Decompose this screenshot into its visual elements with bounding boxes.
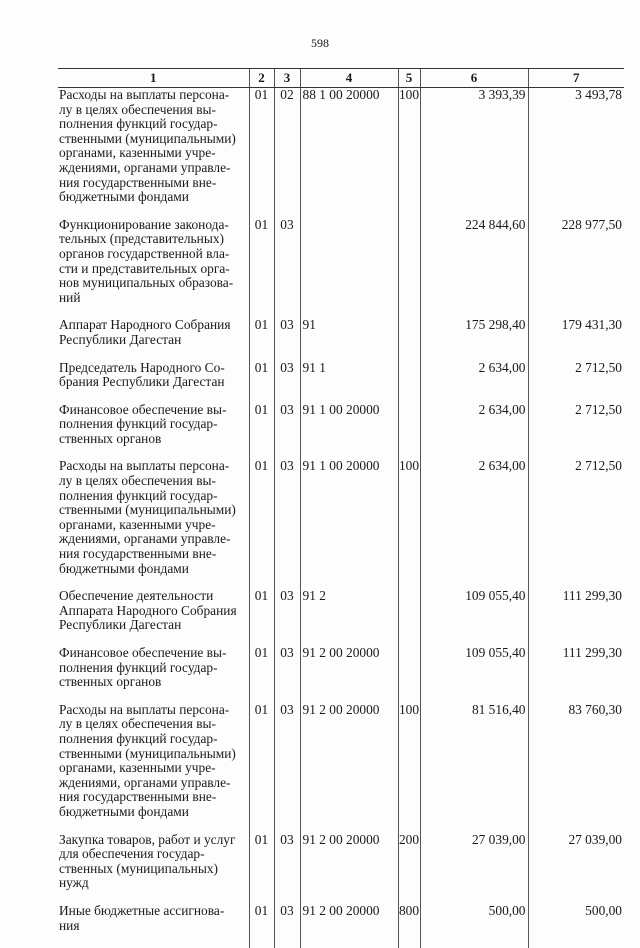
expense-type-code — [398, 361, 420, 403]
amount-year-2: 500,00 — [528, 904, 624, 948]
item-name: Расходы на выплаты персона- лу в целях обеспечения вы- полнения функций государ- ственными (муниципальными) органами, казенными учре- ждениями, органами управле- ния государственными вне- бюджетными фондами — [59, 458, 236, 576]
table-row — [58, 589, 624, 646]
item-name: Закупка товаров, работ и услуг для обеспечения государ- ственных (муниципальных) нужд — [59, 831, 236, 891]
table-row — [58, 403, 624, 460]
subsection-code: 03 — [274, 589, 300, 646]
target-article-code: 91 2 00 20000 — [300, 904, 398, 948]
subsection-code: 03 — [274, 904, 300, 948]
expense-type-code — [398, 403, 420, 460]
section-code: 01 — [249, 703, 274, 833]
table-row — [58, 646, 624, 703]
amount-year-1: 2 634,00 — [420, 459, 528, 589]
amount-year-2: 2 712,50 — [528, 361, 624, 403]
item-name: Расходы на выплаты персона- лу в целях обеспечения вы- полнения функций государ- ственными (муниципальными) органами, казенными учре- ждениями, органами управле- ния государственными вне- бюджетными фондами — [59, 87, 236, 205]
target-article-code: 88 1 00 20000 — [300, 88, 398, 218]
expense-type-code — [398, 318, 420, 360]
amount-year-1: 175 298,40 — [420, 318, 528, 360]
amount-year-1: 3 393,39 — [420, 88, 528, 218]
table-row — [58, 361, 624, 403]
item-name: Функционирование законода- тельных (представительных) органов государственной вла- сти и представительных орга- нов муниципальных образова- ний — [59, 216, 234, 305]
target-article-code: 91 2 — [300, 589, 398, 646]
item-name: Аппарат Народного Собрания Республики Дагестан — [59, 317, 231, 347]
section-code: 01 — [249, 318, 274, 360]
expense-type-code — [398, 589, 420, 646]
subsection-code: 03 — [274, 459, 300, 589]
header-col-4: 4 — [300, 69, 398, 88]
section-code: 01 — [249, 833, 274, 904]
header-col-3: 3 — [274, 69, 300, 88]
table-row — [58, 218, 624, 319]
target-article-code: 91 2 00 20000 — [300, 703, 398, 833]
amount-year-2: 3 493,78 — [528, 88, 624, 218]
expense-type-code: 200 — [398, 833, 420, 904]
table-row — [58, 833, 624, 904]
target-article-code — [300, 218, 398, 319]
item-name: Финансовое обеспечение вы- полнения функций государ- ственных органов — [59, 645, 227, 690]
expense-type-code: 100 — [398, 703, 420, 833]
item-name: Расходы на выплаты персона- лу в целях обеспечения вы- полнения функций государ- ственными (муниципальными) органами, казенными учре- ждениями, органами управле- ния государственными вне- бюджетными фондами — [59, 701, 236, 819]
section-code: 01 — [249, 218, 274, 319]
section-code: 01 — [249, 646, 274, 703]
amount-year-2: 228 977,50 — [528, 218, 624, 319]
subsection-code: 03 — [274, 361, 300, 403]
table-body — [58, 88, 624, 948]
item-name: Иные бюджетные ассигнова- ния — [59, 902, 225, 933]
amount-year-1: 109 055,40 — [420, 589, 528, 646]
subsection-code: 03 — [274, 403, 300, 460]
amount-year-1: 2 634,00 — [420, 403, 528, 460]
amount-year-1: 27 039,00 — [420, 833, 528, 904]
table-row — [58, 703, 624, 833]
target-article-code: 91 1 00 20000 — [300, 459, 398, 589]
budget-table — [58, 68, 624, 948]
target-article-code: 91 1 00 20000 — [300, 403, 398, 460]
expense-type-code: 800 — [398, 904, 420, 948]
amount-year-1: 2 634,00 — [420, 361, 528, 403]
table-row — [58, 904, 624, 948]
amount-year-2: 2 712,50 — [528, 459, 624, 589]
target-article-code: 91 1 — [300, 361, 398, 403]
expense-type-code: 100 — [398, 459, 420, 589]
amount-year-1: 81 516,40 — [420, 703, 528, 833]
table-row — [58, 88, 624, 218]
target-article-code: 91 — [300, 318, 398, 360]
amount-year-1: 224 844,60 — [420, 218, 528, 319]
header-col-2: 2 — [249, 69, 274, 88]
subsection-code: 02 — [274, 88, 300, 218]
amount-year-2: 111 299,30 — [528, 646, 624, 703]
amount-year-2: 179 431,30 — [528, 318, 624, 360]
amount-year-1: 500,00 — [420, 904, 528, 948]
table-row — [58, 318, 624, 360]
target-article-code: 91 2 00 20000 — [300, 646, 398, 703]
section-code: 01 — [249, 403, 274, 460]
page-number: 598 — [311, 36, 329, 50]
subsection-code: 03 — [274, 218, 300, 319]
header-col-7: 7 — [528, 69, 624, 88]
subsection-code: 03 — [274, 318, 300, 360]
table-row — [58, 459, 624, 589]
section-code: 01 — [249, 88, 274, 218]
item-name: Обеспечение деятельности Аппарата Народного Собрания Республики Дагестан — [59, 588, 237, 633]
section-code: 01 — [249, 361, 274, 403]
amount-year-2: 2 712,50 — [528, 403, 624, 460]
header-col-6: 6 — [420, 69, 528, 88]
header-col-1: 1 — [58, 69, 249, 88]
section-code: 01 — [249, 589, 274, 646]
section-code: 01 — [249, 904, 274, 948]
item-name: Председатель Народного Со- брания Республики Дагестан — [59, 359, 225, 390]
expense-type-code — [398, 218, 420, 319]
amount-year-1: 109 055,40 — [420, 646, 528, 703]
subsection-code: 03 — [274, 703, 300, 833]
expense-type-code — [398, 646, 420, 703]
expense-type-code: 100 — [398, 88, 420, 218]
amount-year-2: 27 039,00 — [528, 833, 624, 904]
item-name: Финансовое обеспечение вы- полнения функций государ- ственных органов — [59, 401, 227, 446]
target-article-code: 91 2 00 20000 — [300, 833, 398, 904]
amount-year-2: 111 299,30 — [528, 589, 624, 646]
subsection-code: 03 — [274, 646, 300, 703]
section-code: 01 — [249, 459, 274, 589]
subsection-code: 03 — [274, 833, 300, 904]
header-row — [58, 69, 624, 88]
header-col-5: 5 — [398, 69, 420, 88]
amount-year-2: 83 760,30 — [528, 703, 624, 833]
